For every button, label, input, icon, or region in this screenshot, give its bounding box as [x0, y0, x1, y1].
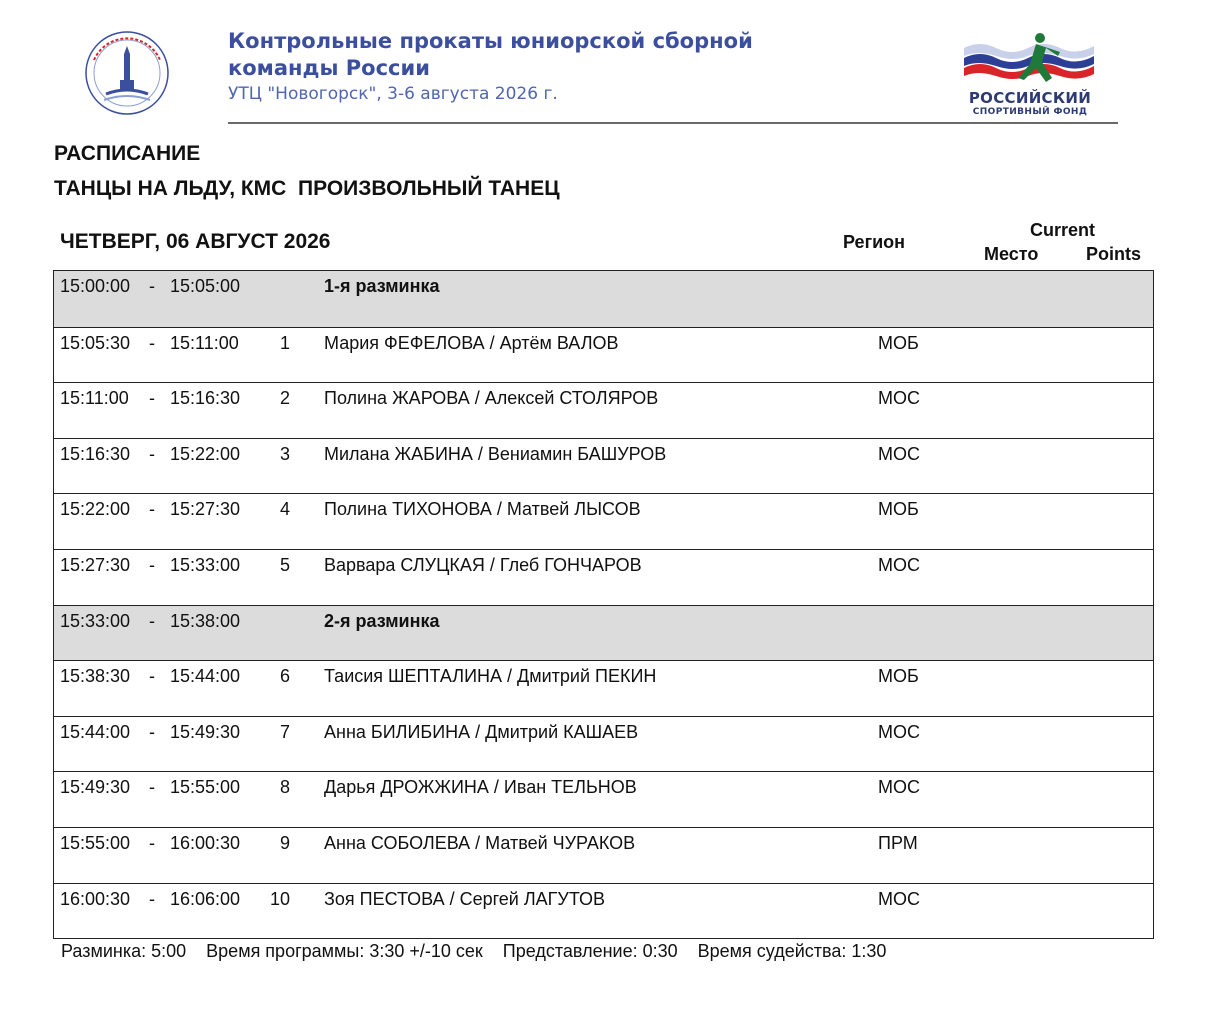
schedule-table	[53, 270, 1154, 939]
table-row	[54, 771, 1153, 827]
end-time: 16:00:30	[170, 832, 241, 853]
start-time: 15:22:00	[60, 499, 131, 520]
start-time: 16:00:30	[60, 888, 131, 909]
schedule-subtitle: ТАНЦЫ НА ЛЬДУ, КМС ПРОИЗВОЛЬНЫЙ ТАНЕЦ	[54, 177, 560, 200]
end-time: 15:38:00	[170, 610, 241, 631]
start-number: 2	[279, 388, 290, 409]
end-time: 15:27:30	[170, 499, 241, 520]
end-time: 15:16:30	[170, 388, 241, 409]
event-title-line1: Контрольные прокаты юниорской сборной	[228, 29, 753, 53]
table-row	[54, 883, 1153, 939]
column-header-region: Регион	[843, 232, 905, 252]
table-row	[54, 493, 1153, 549]
header-divider	[228, 122, 1118, 124]
end-time: 15:11:00	[170, 332, 239, 353]
table-row	[54, 549, 1153, 605]
time-separator: -	[149, 721, 155, 742]
start-time: 15:11:00	[60, 388, 129, 409]
time-separator: -	[149, 443, 155, 464]
sponsor-subtitle: СПОРТИВНЫЙ ФОНД	[972, 107, 1088, 117]
couple-names: Мария ФЕФЕЛОВА / Артём ВАЛОВ	[324, 332, 619, 353]
table-row	[54, 827, 1153, 883]
event-venue-dates: УТЦ "Новогорск", 3-6 августа 2026 г.	[228, 84, 558, 104]
start-time: 15:49:30	[60, 777, 131, 798]
couple-names: Полина ЖАРОВА / Алексей СТОЛЯРОВ	[324, 388, 659, 409]
end-time: 15:33:00	[170, 554, 241, 575]
warmup-row	[54, 605, 1153, 661]
start-time: 15:33:00	[60, 610, 131, 631]
couple-names: Таисия ШЕПТАЛИНА / Дмитрий ПЕКИН	[324, 666, 657, 687]
event-title-line2: команды России	[228, 56, 430, 80]
table-row	[54, 327, 1153, 383]
schedule-title: РАСПИСАНИЕ	[54, 142, 201, 165]
start-time: 15:27:30	[60, 554, 131, 575]
warmup-row	[54, 271, 1153, 327]
start-number: 3	[279, 443, 290, 464]
sponsor-name: РОССИЙСКИЙ	[968, 89, 1092, 107]
start-number: 9	[279, 832, 290, 853]
time-separator: -	[149, 388, 155, 409]
end-time: 16:06:00	[170, 888, 241, 909]
event-title	[228, 28, 868, 106]
region: МОС	[878, 721, 920, 742]
start-time: 15:16:30	[60, 443, 131, 464]
start-number: 1	[279, 332, 290, 353]
region: МОБ	[878, 666, 919, 687]
table-row	[54, 382, 1153, 438]
end-time: 15:05:00	[170, 276, 241, 296]
table-row	[54, 660, 1153, 716]
couple-names: Анна БИЛИБИНА / Дмитрий КАШАЕВ	[324, 721, 639, 742]
region: МОБ	[878, 332, 919, 353]
start-time: 15:55:00	[60, 832, 131, 853]
region: МОС	[878, 388, 920, 409]
couple-names: Зоя ПЕСТОВА / Сергей ЛАГУТОВ	[324, 888, 606, 909]
event-emblem-icon	[84, 30, 170, 116]
couple-names: Дарья ДРОЖЖИНА / Иван ТЕЛЬНОВ	[324, 777, 637, 798]
time-separator: -	[149, 276, 155, 296]
region: МОС	[878, 888, 920, 909]
start-number: 7	[279, 721, 290, 742]
table-row	[54, 716, 1153, 772]
column-header-current: Current	[1030, 220, 1096, 240]
time-separator: -	[149, 666, 155, 687]
warmup-label: 2-я разминка	[324, 610, 440, 631]
schedule-footer: Разминка: 5:00 Время программы: 3:30 +/-10 сек Представление: 0:30 Время судейства: 1:30	[61, 941, 887, 961]
time-separator: -	[149, 610, 155, 631]
start-time: 15:05:30	[60, 332, 131, 353]
time-separator: -	[149, 499, 155, 520]
region: МОС	[878, 777, 920, 798]
start-number: 4	[279, 499, 290, 520]
start-number: 8	[279, 777, 290, 798]
couple-names: Полина ТИХОНОВА / Матвей ЛЫСОВ	[324, 499, 641, 520]
start-number: 6	[279, 666, 290, 687]
end-time: 15:22:00	[170, 443, 241, 464]
warmup-label: 1-я разминка	[324, 276, 440, 296]
time-separator: -	[149, 832, 155, 853]
start-number: 5	[279, 554, 290, 575]
column-header-points: Points	[1086, 244, 1142, 264]
time-separator: -	[149, 332, 155, 353]
column-header-place: Место	[984, 244, 1039, 264]
region: МОС	[878, 443, 920, 464]
start-number: 10	[269, 888, 290, 909]
time-separator: -	[149, 888, 155, 909]
time-separator: -	[149, 554, 155, 575]
couple-names: Милана ЖАБИНА / Вениамин БАШУРОВ	[324, 443, 667, 464]
couple-names: Анна СОБОЛЕВА / Матвей ЧУРАКОВ	[324, 832, 636, 853]
start-time: 15:44:00	[60, 721, 131, 742]
region: ПРМ	[878, 832, 918, 853]
region: МОС	[878, 554, 920, 575]
end-time: 15:49:30	[170, 721, 241, 742]
region: МОБ	[878, 499, 919, 520]
couple-names: Варвара СЛУЦКАЯ / Глеб ГОНЧАРОВ	[324, 554, 642, 575]
end-time: 15:55:00	[170, 777, 241, 798]
start-time: 15:00:00	[60, 276, 131, 296]
table-row	[54, 438, 1153, 494]
start-time: 15:38:30	[60, 666, 131, 687]
end-time: 15:44:00	[170, 666, 241, 687]
schedule-day: ЧЕТВЕРГ, 06 АВГУСТ 2026	[60, 230, 331, 253]
time-separator: -	[149, 777, 155, 798]
